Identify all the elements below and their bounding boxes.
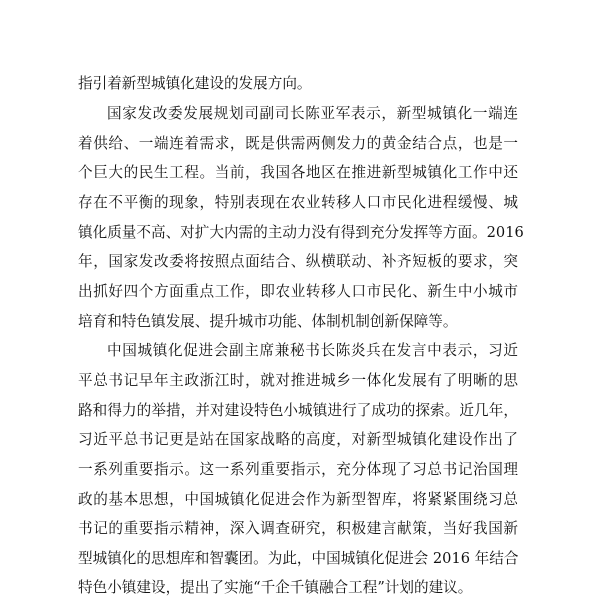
- text-line: 平总书记早年主政浙江时，就对推进城乡一体化发展有了明晰的思: [78, 372, 518, 389]
- text-line: 培育和特色镇发展、提升城市功能、体制机制创新保障等。: [78, 313, 458, 330]
- text-line: 着供给、一端连着需求，既是供需两侧发力的黄金结合点，也是一: [78, 135, 518, 152]
- text-line: 政的基本思想，中国城镇化促进会作为新型智库，将紧紧围绕习总: [78, 491, 518, 508]
- text-line: 型城镇化的思想库和智囊团。为此，中国城镇化促进会 2016 年结合: [78, 550, 519, 567]
- text-line: 指引着新型城镇化建设的发展方向。: [78, 75, 312, 92]
- text-line: 存在不平衡的现象，特别表现在农业转移人口市民化进程缓慢、城: [78, 194, 518, 211]
- text-line: 习近平总书记更是站在国家战略的高度，对新型城镇化建设作出了: [78, 431, 518, 448]
- text-line: 镇化质量不高、对扩大内需的主动力没有得到充分发挥等方面。2016: [78, 224, 524, 241]
- text-line: 特色小镇建设，提出了实施“千企千镇融合工程”计划的建议。: [78, 579, 473, 596]
- text-line: 中国城镇化促进会副主席兼秘书长陈炎兵在发言中表示，习近: [107, 342, 518, 359]
- text-line: 一系列重要指示。这一系列重要指示，充分体现了习总书记治国理: [78, 461, 518, 478]
- text-line: 书记的重要指示精神，深入调查研究，积极建言献策，当好我国新: [78, 520, 518, 537]
- text-line: 国家发改委发展规划司副司长陈亚军表示，新型城镇化一端连: [107, 105, 518, 122]
- text-line: 个巨大的民生工程。当前，我国各地区在推进新型城镇化工作中还: [78, 164, 518, 181]
- text-line: 路和得力的举措，并对建设特色小城镇进行了成功的探索。近几年，: [78, 402, 518, 419]
- text-line: 年，国家发改委将按照点面结合、纵横联动、补齐短板的要求，突: [78, 253, 518, 270]
- text-line: 出抓好四个方面重点工作，即农业转移人口市民化、新生中小城市: [78, 283, 518, 300]
